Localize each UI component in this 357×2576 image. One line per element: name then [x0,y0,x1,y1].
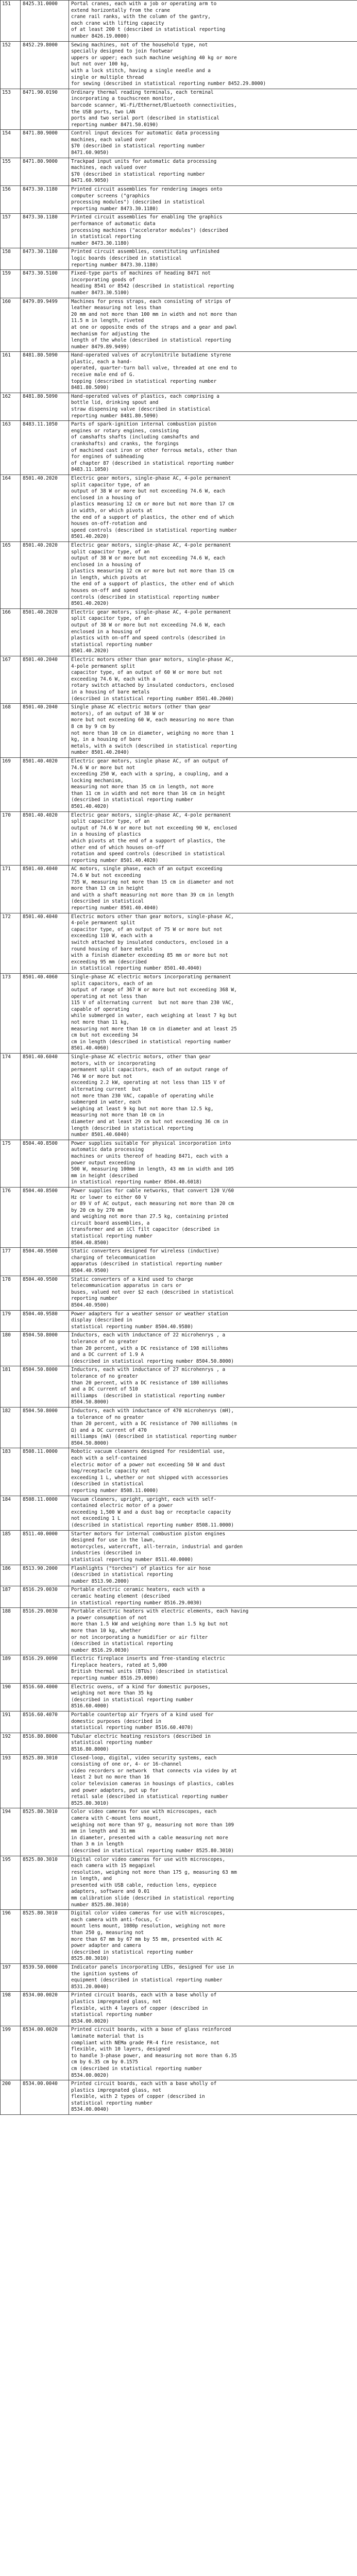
row-number: 192 [1,1733,21,1754]
table-row [1,41,357,89]
product-description: Power supplies for cable networks, that convert 120 V/60 Hz or lower to either 60 V or 89 V of AC output, each measuring not more than 20 cm by 20 cm by 270 mm and weighing not more than 27.5 kg, containing printed circuit board assemblies, a transformer and an iCl filt capacitor (described in statistical reporting number 8504.40.8500) [69,1187,357,1247]
row-number: 193 [1,1754,21,1808]
hts-code: 8534.00.0040 [21,2080,69,2115]
product-description: Printed circuit boards, each with a base wholly of plastics impregnated glass, not flexible, with 4 layers of copper (described in statistical reporting number 8534.00.0020) [69,1992,357,2026]
table-row [1,1655,357,1683]
hts-code: 8504.50.8000 [21,1366,69,1408]
row-number: 162 [1,393,21,420]
row-number: 176 [1,1187,21,1247]
product-description: Static converters designed for wireless (inductive) charging of telecommunication apparatus (described in statistical reporting number 8504.40.9500) [69,1248,357,1276]
row-number: 190 [1,1683,21,1711]
hts-code: 8525.80.3010 [21,1808,69,1856]
row-number: 161 [1,352,21,393]
hts-code: 8504.40.8500 [21,1140,69,1187]
hts-code: 8479.89.9499 [21,298,69,352]
product-description: Color video cameras for use with microscopes, each camera with C-mount lens mount, weighing not more than 97 g, measuring not more than 109 mm in length and 31 mm in diameter, presented with a cable measuring not more than 3 m in length (described in statistical reporting number 8525.80.3010) [69,1808,357,1856]
table-row [1,1910,357,1964]
product-description: Ordinary thermal reading terminals, each terminal incorporating a touchscreen monitor, barcode scanner, Wi-Fi/Ethernet/Bluetooth connectivities, the USB ports, two LAN ports and two serial port (described in statistical reporting number 8471.50.0190) [69,89,357,130]
hts-code: 8501.40.4040 [21,866,69,913]
hts-code: 8516.29.0030 [21,1608,69,1655]
row-number: 177 [1,1248,21,1276]
row-number: 195 [1,1856,21,1910]
table-row [1,393,357,420]
hts-code: 8471.90.0190 [21,89,69,130]
table-row [1,704,357,758]
table-row [1,1448,357,1496]
hts-code: 8513.90.2000 [21,1565,69,1586]
table-row [1,130,357,158]
product-description: Portable electric heaters with electric elements, each having a power consumption of not more than 1.5 kW and weighing more than 1.5 kg but not more than 10 kg, whether or not incorporating a humidifier or air filter (described in statistical reporting number 8516.29.0030) [69,1608,357,1655]
table-row [1,1586,357,1608]
row-number: 168 [1,704,21,758]
hts-code: 8525.80.3010 [21,1754,69,1808]
table-row [1,1808,357,1856]
product-description: Electric ovens, of a kind for domestic purposes, weighing not more than 35 kg (described in statistical reporting number 8516.60.4000) [69,1683,357,1711]
row-number: 166 [1,608,21,656]
table-row [1,2026,357,2080]
product-description: Printed circuit assemblies, constituting unfinished logic boards (described in statistical reporting number 8473.30.1180) [69,248,357,270]
product-description: AC motors, single phase, each of an output exceeding 74.6 W but not exceeding 735 W, measuring not more than 15 cm in diameter and not more than 13 cm in height and with a shaft measuring not more than 39 cm in length (described in statistical reporting number 8501.40.4040) [69,866,357,913]
table-row [1,1754,357,1808]
hts-code: 8525.80.3010 [21,1856,69,1910]
product-description: Starter motors for internal combustion piston engines designed for use in the lawn, motorcycles, watercraft, all-terrain, industrial and garden industries (described in statistical reporting number 8511.40.0000) [69,1530,357,1565]
hts-code: 8473.30.1180 [21,214,69,248]
table-row [1,1683,357,1711]
product-description: Single phase AC electric motors (other than gear motors), of an output of 38 W or more but not exceeding 60 W, each measuring no more than 8 cm by 9 cm by not more than 10 cm in diameter, weighing no more than 1 kg, in a housing of bare metals, with a switch (described in statistical reporting number 8501.40.2040) [69,704,357,758]
row-number: 173 [1,973,21,1053]
hts-code: 8516.60.4070 [21,1711,69,1733]
product-description: Sewing machines, not of the household type, not specially designed to join footwear uppers or upper; each such machine weighing 40 kg or more but not over 100 kg, with a lock stitch, having a single needle and a single or multiple thread for sewing (described in statistical reporting number 8452.29.8000) [69,41,357,89]
table-row [1,270,357,298]
hts-code: 8534.00.0020 [21,1992,69,2026]
table-row [1,1248,357,1276]
hts-code: 8516.29.0030 [21,1586,69,1608]
row-number: 182 [1,1407,21,1448]
row-number: 156 [1,186,21,214]
product-description: Inductors, each with inductance of 470 microhenrys (mH), a tolerance of no greater than 20 percent, with a DC resistance of 700 milliohms (m Ω) and a DC current of 470 milliamps (mA) (described in statistical reporting number 8504.50.8000) [69,1407,357,1448]
table-row [1,811,357,866]
table-row [1,656,357,704]
product-description: Printed circuit boards, with a base of glass reinforced laminate material that is compliant with NEMa grade FR-4 fire resistance, not flexible, with 10 layers, designed to handle 3-phase power, and measuring not more than 6.35 cm by 6.35 cm by 0.1575 cm (described in statistical reporting number 8534.00.0020) [69,2026,357,2080]
table-row [1,1407,357,1448]
product-description: Hand-operated valves of plastics, each comprising a bottle lid, drinking spout and straw dispensing valve (described in statistical reporting number 8481.80.5090) [69,393,357,420]
product-description: Robotic vacuum cleaners designed for residential use, each with a self-contained electric motor of a power not exceeding 50 W and dust bag/receptacle capacity not exceeding 1 L, whether or not shipped with accessories (described in statistical reporting number 8508.11.0000) [69,1448,357,1496]
hts-code: 8504.40.8500 [21,1187,69,1247]
hts-code: 8516.29.0090 [21,1655,69,1683]
row-number: 183 [1,1448,21,1496]
product-description: Portal cranes, each with a job or operating arm to extend horizontally from the crane crane rail ranks, with the column of the gantry, each crane with lifting capacity of at least 200 t (described in statistical reporting number 8426.19.0000) [69,1,357,42]
product-description: Inductors, each with inductance of 27 microhenrys , a tolerance of no greater than 20 percent, with a DC resistance of 180 milliohms and a DC current of 510 milliamps (described in statistical reporting number 8504.50.8000) [69,1366,357,1408]
row-number: 170 [1,811,21,866]
table-row [1,757,357,811]
table-row [1,1054,357,1140]
row-number: 169 [1,757,21,811]
row-number: 159 [1,270,21,298]
row-number: 185 [1,1530,21,1565]
row-number: 196 [1,1910,21,1964]
row-number: 175 [1,1140,21,1187]
row-number: 153 [1,89,21,130]
hts-code: 8534.00.0020 [21,2026,69,2080]
row-number: 180 [1,1332,21,1366]
product-description: Electric gear motors, single-phase AC, 4-pole permanent split capacitor type, of an output of 74.6 W or more but not exceeding 90 W, enclosed in a housing of plastics which pivots at the end of a support of plastics, the other end of which houses on-off rotation and speed controls (described in statistical reporting number 8501.40.4020) [69,811,357,866]
table-row [1,1140,357,1187]
table-row [1,298,357,352]
product-description: Hand-operated valves of acrylonitrile butadiene styrene plastic, each a hand- operated, quarter-turn ball valve, threaded at one end to receive male end of G. topping (described in statistical reporting number 8481.80.5090) [69,352,357,393]
table-row [1,1,357,42]
table-row [1,352,357,393]
row-number: 194 [1,1808,21,1856]
product-description: Trackpad input units for automatic data processing machines, each valued over $70 (described in statistical reporting number 8471.60.9050) [69,158,357,185]
table-row [1,421,357,475]
row-number: 164 [1,474,21,541]
row-number: 184 [1,1496,21,1530]
product-description: Closed-loop, digital, video security systems, each consisting of one or, 4- or 16-channel video recorders or network that connects via video by at least 2 but no more than 16 color television cameras in housings of plastics, cables and power adapters, put up for retail sale (described in statistical reporting number 8525.80.3010) [69,1754,357,1808]
row-number: 152 [1,41,21,89]
row-number: 172 [1,913,21,973]
hts-code: 8425.31.0000 [21,1,69,42]
row-number: 197 [1,1964,21,1992]
row-number: 191 [1,1711,21,1733]
product-description: Power adapters for a weather sensor or weather station display (described in statistical reporting number 8504.40.9580) [69,1310,357,1332]
product-description: Digital color video cameras for use with microscopes, each camera with anti-focus, C- mount lens mount, 1080p resolution, weighing not more than 250 g, measuring not more than 67 mm by 67 mm by 55 mm, presented with AC power adapter and camera (described in statistical reporting number 8525.80.3010) [69,1910,357,1964]
table-row [1,1187,357,1247]
product-description: Printed circuit assemblies for enabling the graphics performance of automatic data processing machines ("accelerator modules") (described in statistical reporting number 8473.30.1180) [69,214,357,248]
row-number: 158 [1,248,21,270]
product-description: Vacuum cleaners, upright, upright, each with self- contained electric motor of a power exceeding 1,500 W and a dust bag or receptacle capacity not exceeding 1 L (described in statistical reporting number 8508.11.0000) [69,1496,357,1530]
hts-code: 8483.11.1050 [21,421,69,475]
hts-code: 8452.29.8000 [21,41,69,89]
product-description: Printed circuit assemblies for rendering images onto computer screens ("graphics processing modules") (described in statistical reporting number 8473.30.1180) [69,186,357,214]
hts-code: 8504.40.9500 [21,1276,69,1310]
hts-code: 8504.40.9580 [21,1310,69,1332]
product-description: Power supplies suitable for physical incorporation into automatic data processing machines or units thereof of heading 8471, each with a power output exceeding 500 W, measuring 100mm in length, 43 mm in width and 105 mm in height (described in statistical reporting number 8504.40.6018) [69,1140,357,1187]
row-number: 151 [1,1,21,42]
table-row [1,541,357,608]
product-description: Machines for press straps, each consisting of strips of leather measuring not less than 20 mm and not more than 100 mm in width and not more than 11.5 m in length, riveted at one or opposite ends of the straps and a gear and pawl mechanism for adjusting the length of the whole (described in statistical reporting number 8479.89.9499) [69,298,357,352]
row-number: 179 [1,1310,21,1332]
row-number: 198 [1,1992,21,2026]
product-description: Single-phase AC electric motors incorporating permanent split capacitors, each of an output of range of 367 W or more but not exceeding 368 W, operating at not less than 115 V of alternating current but not more than 230 VAC, capable of operating while submerged in water, each weighing at least 7 kg but not more than 11 kg, measuring not more than 10 cm in diameter and at least 25 cm but not exceeding 34 cm in length (described in statistical reporting number 8501.40.4060) [69,973,357,1053]
hts-code: 8501.40.2040 [21,704,69,758]
hts-code: 8473.30.1180 [21,248,69,270]
hts-code: 8501.40.4020 [21,757,69,811]
product-description: Inductors, each with inductance of 22 microhenrys , a tolerance of no greater than 20 percent, with a DC resistance of 198 milliohms and a DC current of 1.9 A (described in statistical reporting number 8504.50.8000) [69,1332,357,1366]
hts-code: 8501.40.6040 [21,1054,69,1140]
row-number: 187 [1,1586,21,1608]
product-description: Electric motors other than gear motors, single-phase AC, 4-pole permanent split capacitor type, of an output of 75 W or more but not exceeding 110 W, each with a switch attached by insulated conductors, enclosed in a round housing of bare metals with a finish diameter exceeding 85 mm or more but not exceeding 95 mm (described in statistical reporting number 8501.40.4040) [69,913,357,973]
hts-code: 8501.40.2020 [21,474,69,541]
product-description: Electric gear motors, single-phase AC, 4-pole permanent split capacitor type, of an output of 38 W or more but not exceeding 74.6 W, each enclosed in a housing of plastics measuring 12 cm or more but not more than 15 cm in length, which pivots at the end of a support of plastics, the other end of which houses on-off and speed controls (described in statistical reporting number 8501.40.2020) [69,541,357,608]
row-number: 155 [1,158,21,185]
row-number: 167 [1,656,21,704]
row-number: 165 [1,541,21,608]
product-description: Portable countertop air fryers of a kind used for domestic purposes (described in statistical reporting number 8516.60.4070) [69,1711,357,1733]
table-row [1,1964,357,1992]
hts-code: 8516.60.4000 [21,1683,69,1711]
row-number: 154 [1,130,21,158]
row-number: 199 [1,2026,21,2080]
product-description: Digital color video cameras for use with microscopes, each camera with 15 megapixel resolution, weighing not more than 175 g, measuring 63 mm in length, and presented with USB cable, reduction lens, eyepiece adapters, software and 0.01 mm calibration slide (described in statistical reporting number 8525.80.3010) [69,1856,357,1910]
table-row [1,1856,357,1910]
hts-code: 8504.50.8000 [21,1407,69,1448]
product-description: Parts of spark-ignition internal combustion piston engines or rotary engines, consisting of camshafts shafts (including camshafts and crankshafts) and cranks, the forgings of machined cast iron or other ferrous metals, other than for engines of subheading of chapter 87 (described in statistical reporting number 8483.11.1050) [69,421,357,475]
row-number: 186 [1,1565,21,1586]
product-description: Printed circuit boards, each with a base wholly of plastics impregnated glass, not flexible, with 2 types of copper (described in statistical reporting number 8534.00.0040) [69,2080,357,2115]
hts-code: 8473.30.5100 [21,270,69,298]
row-number: 160 [1,298,21,352]
hts-code: 8473.30.1180 [21,186,69,214]
table-row [1,866,357,913]
table-row [1,1608,357,1655]
hts-code: 8511.40.0000 [21,1530,69,1565]
hts-code: 8501.40.4020 [21,811,69,866]
table-row [1,1711,357,1733]
row-number: 181 [1,1366,21,1408]
table-row [1,973,357,1053]
row-number: 200 [1,2080,21,2115]
table-row [1,1366,357,1408]
table-row [1,1733,357,1754]
product-description: Portable electric ceramic heaters, each with a ceramic heating element (described in statistical reporting number 8516.29.0030) [69,1586,357,1608]
hts-code: 8504.50.8000 [21,1332,69,1366]
table-row [1,214,357,248]
row-number: 157 [1,214,21,248]
product-description: Electric fireplace inserts and free-standing electric fireplace heaters, rated at 5,000 British thermal units (BTUs) (described in statistical reporting number 8516.29.0090) [69,1655,357,1683]
table-row [1,248,357,270]
table-row [1,913,357,973]
table-row [1,1565,357,1586]
hts-code: 8516.80.8000 [21,1733,69,1754]
product-description: Electric gear motors, single phase AC, of an output of 74.6 W or more but not exceeding 250 W, each with a spring, a coupling, and a locking mechanism, measuring not more than 35 cm in length, not more than 11 cm in width and not more than 16 cm in height (described in statistical reporting number 8501.40.4020) [69,757,357,811]
product-description: Control input devices for automatic data processing machines, each valued over $70 (described in statistical reporting number 8471.60.9050) [69,130,357,158]
hts-code: 8501.40.2020 [21,541,69,608]
row-number: 178 [1,1276,21,1310]
product-description: Electric motors other than gear motors, single-phase AC, 4-pole permanent split capacitor type, of an output of 60 W or more but not exceeding 74.6 W, each with a rotary switch attached by insulated conductors, enclosed in a housing of bare metals (described in statistical reporting number 8501.40.2040) [69,656,357,704]
row-number: 171 [1,866,21,913]
table-row [1,1310,357,1332]
product-description: Indicator panels incorporating LEDs, designed for use in the ignition systems of equipment (described in statistical reporting number 8531.20.0040) [69,1964,357,1992]
hts-code: 8504.40.9500 [21,1248,69,1276]
row-number: 174 [1,1054,21,1140]
hts-code: 8501.40.2040 [21,656,69,704]
table-row [1,1276,357,1310]
table-row [1,608,357,656]
table-row [1,2080,357,2115]
hts-code: 8471.80.9000 [21,130,69,158]
row-number: 188 [1,1608,21,1655]
product-description: Electric gear motors, single-phase AC, 4-pole permanent split capacitor type, of an output of 38 W or more but not exceeding 74.6 W, each enclosed in a housing of plastics measuring 12 cm or more but not more than 17 cm in width, or which pivots at the end of a support of plastics, the other end of which houses on-off-rotation and speed controls (described in statistical reporting number 8501.40.2020) [69,474,357,541]
product-description: Tubular electric heating resistors (described in statistical reporting number 8516.80.8000) [69,1733,357,1754]
hts-code: 8501.40.4040 [21,913,69,973]
hts-code: 8539.50.0000 [21,1964,69,1992]
hts-code: 8471.80.9000 [21,158,69,185]
hts-code: 8481.80.5090 [21,393,69,420]
table-row [1,89,357,130]
table-row [1,1496,357,1530]
product-description: Flashlights ("torches") of plastics for air hose (described in statistical reporting number 8513.90.2000) [69,1565,357,1586]
product-description: Fixed-type parts of machines of heading 8471 not incorporating goods of heading 8541 or 8542 (described in statistical reporting number 8473.30.5100) [69,270,357,298]
table-row [1,1992,357,2026]
product-description: Static converters of a kind used to charge telecommunication apparatus in cars or buses, valued not over $2 each (described in statistical reporting number 8504.40.9500) [69,1276,357,1310]
tariff-table-body [1,1,357,2115]
table-row [1,474,357,541]
row-number: 163 [1,421,21,475]
table-row [1,186,357,214]
hts-code: 8508.11.0000 [21,1448,69,1496]
hts-code: 8501.40.2020 [21,608,69,656]
row-number: 189 [1,1655,21,1683]
hts-code: 8525.80.3010 [21,1910,69,1964]
table-row [1,1530,357,1565]
table-row [1,1332,357,1366]
hts-code: 8481.80.5090 [21,352,69,393]
product-description: Electric gear motors, single-phase AC, 4-pole permanent split capacitor type, of an output of 38 W or more but not exceeding 74.6 W, each enclosed in a housing of plastics with on-off and speed controls (described in statistical reporting number 8501.40.2020) [69,608,357,656]
product-description: Single-phase AC electric motors, other than gear motors, with or incorporating permanent split capacitors, each of an output range of 746 W or more but not exceeding 2.2 kW, operating at not less than 115 V of alternating current but not more than 230 VAC, capable of operating while submerged in water, each weighing at least 9 kg but not more than 12.5 kg, measuring not more than 10 cm in diameter and at least 29 cm but not exceeding 36 cm in length (described in statistical reporting number 8501.40.6040) [69,1054,357,1140]
table-row [1,158,357,185]
hts-code: 8508.11.0000 [21,1496,69,1530]
hts-code: 8501.40.4060 [21,973,69,1053]
